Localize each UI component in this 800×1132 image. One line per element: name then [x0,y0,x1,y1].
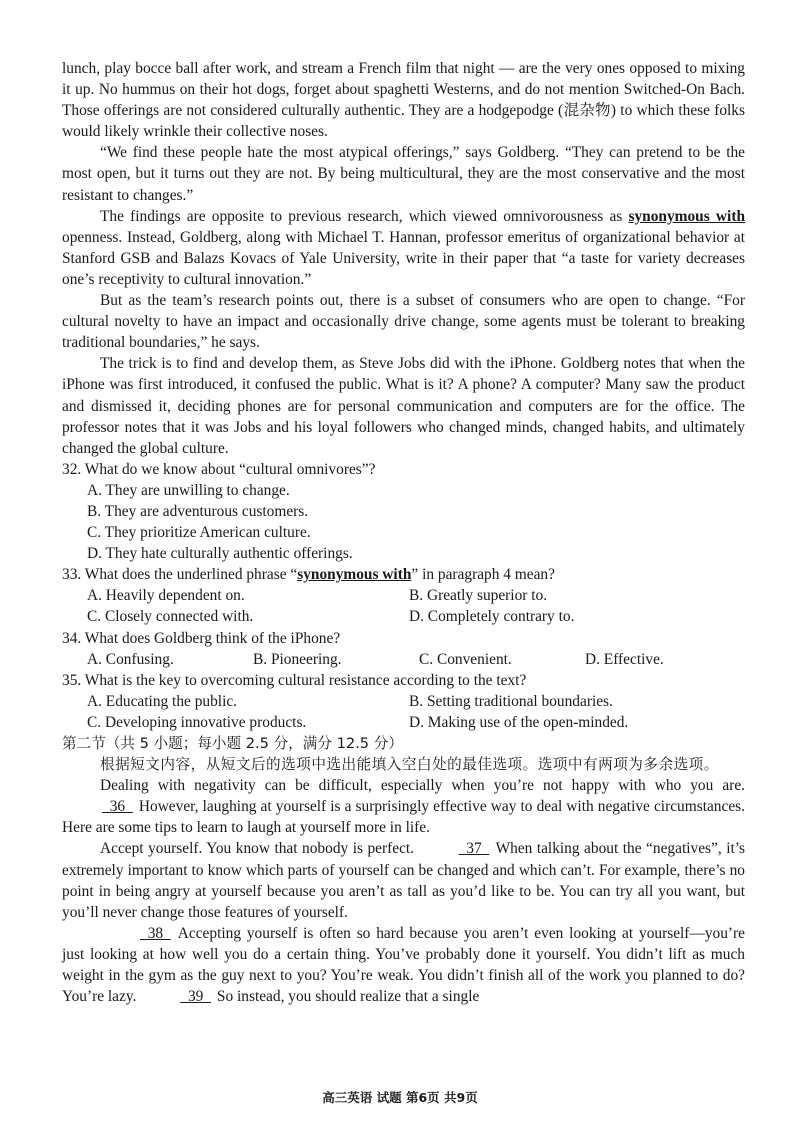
question-32 [62,459,745,564]
section-title: 第二节（共 5 小题；每小题 2.5 分，满分 12.5 分） [62,735,403,752]
paragraph-text: Accept yourself. You know that nobody is perfect. [100,840,419,858]
blank-37 [419,838,492,859]
passage-paragraph-1: lunch, play bocce ball after work, and stream a French film that night — are the very ones opposed to mixing it up. No hummus on their hot dogs, forget about spaghetti Westerns, and do not mention Switched-On Bach. Those offerings are not considered culturally authentic. They are a hodgepodge (混杂物) to which these folks would likely wrinkle their collective noses. [62,60,745,141]
option-a: A. Educating the public. [87,692,238,710]
blank-39 [140,986,213,1007]
passage-paragraph-3 [62,206,745,290]
paragraph-text: Accepting yourself is often so hard because you aren’t even looking at yourself—you’re just looking at how well you do a certain thing. You’ve probably done it yourself. You didn’t lift as much weight in the gym as the guy next to you? You’re weak. You didn’t finish all of the work you planned to do? You’re lazy. [62,924,745,1006]
blank-number: 37 [466,840,482,858]
blank-number: 36 [109,798,126,816]
option-c: C. They prioritize American culture. [87,524,311,542]
question-stem: 32. What do we know about “cultural omnivores”? [62,460,376,478]
exam-page [62,58,745,1007]
option-a: A. Confusing. [87,650,174,668]
option-row [62,585,745,606]
question-stem: 34. What does Goldberg think of the iPhone? [62,629,341,647]
option-c: C. Developing innovative products. [87,713,307,731]
paragraph-text: openness. Instead, Goldberg, along with Michael T. Hannan, professor emeritus of organizational behavior at Stanford GSB and Balazs Kovacs of Yale University, write in their paper that “a taste for variety decreases one’s receptivity to cultural innovation.” [62,228,745,288]
section-instructions: 根据短文内容，从短文后的选项中选出能填入空白处的最佳选项。选项中有两项为多余选项。 [100,756,719,774]
paragraph-text: However, laughing at yourself is a surprisingly effective way to deal with negative circumstances. Here are some tips to learn to laugh at yourself more in life. [62,798,745,837]
blank-36 [62,796,135,817]
question-34 [62,628,745,670]
question-35 [62,670,745,733]
blank-38 [100,923,173,944]
option-a: A. They are unwilling to change. [87,481,290,499]
stem-text: ” in paragraph 4 mean? [411,566,555,584]
question-33 [62,564,745,627]
passage-paragraph-4: But as the team’s research points out, there is a subset of consumers who are open to change. “For cultural novelty to have an impact and occasionally drive change, some agents must be tolerant to breaking traditional boundaries,” he says. [62,292,745,352]
option-b: B. Setting traditional boundaries. [409,692,613,710]
option-d: D. Effective. [585,650,664,668]
option-row [62,712,745,733]
paragraph-text: So instead, you should realize that a single [213,988,480,1006]
option-d: D. Completely contrary to. [409,608,575,626]
option-b: B. They are adventurous customers. [87,502,309,520]
blank-number: 39 [187,988,204,1006]
paragraph-text: Dealing with negativity can be difficult, especially when you’re not happy with who you are. [100,777,745,795]
option-row [62,691,745,712]
passage-paragraph-5: The trick is to find and develop them, as Steve Jobs did with the iPhone. Goldberg notes that when the iPhone was first introduced, it confused the public. What is it? A phone? A computer? Many saw the product and dismissed it, deciding phones are for personal communication and computers are for the office. The professor notes that it was Jobs and his loyal followers who changed minds, changed habits, and ultimately changed the global culture. [62,355,745,457]
question-stem: 35. What is the key to overcoming cultural resistance according to the text? [62,671,527,689]
underlined-phrase: synonymous with [297,566,412,584]
question-stem [62,564,745,585]
option-b: B. Pioneering. [253,650,342,668]
passage-paragraph-2: “We find these people hate the most atypical offerings,” says Goldberg. “They can pretend to be the most open, but it turns out they are not. By being multicultural, they are the most conservative and the most resistant to changes.” [62,144,745,204]
option-b: B. Greatly superior to. [409,587,548,605]
option-c: C. Closely connected with. [87,608,254,626]
blank-number: 38 [147,924,164,942]
cloze-paragraph-1 [62,775,745,838]
underlined-phrase: synonymous with [628,207,745,225]
option-c: C. Convenient. [419,650,512,668]
option-row [62,606,745,627]
option-d: D. They hate culturally authentic offerings. [87,545,353,563]
option-row [62,649,745,670]
page-footer: 高三英语 试题 第6页 共9页 [322,1090,478,1105]
option-a: A. Heavily dependent on. [87,587,245,605]
stem-text: 33. What does the underlined phrase “ [62,566,298,584]
option-d: D. Making use of the open-minded. [409,713,629,731]
paragraph-text: The findings are opposite to previous research, which viewed omnivorousness as [100,207,629,225]
cloze-paragraph-2 [62,838,745,922]
cloze-paragraph-3 [62,923,745,1007]
paragraph-text: When talking about the “negatives”, it’s extremely important to know which parts of yourself can be changed and which can’t. For example, there’s no point in being angry at yourself because you aren’t as tall as you’d like to be. You can try all you want, but you’ll never change those features of yourself. [62,840,746,921]
